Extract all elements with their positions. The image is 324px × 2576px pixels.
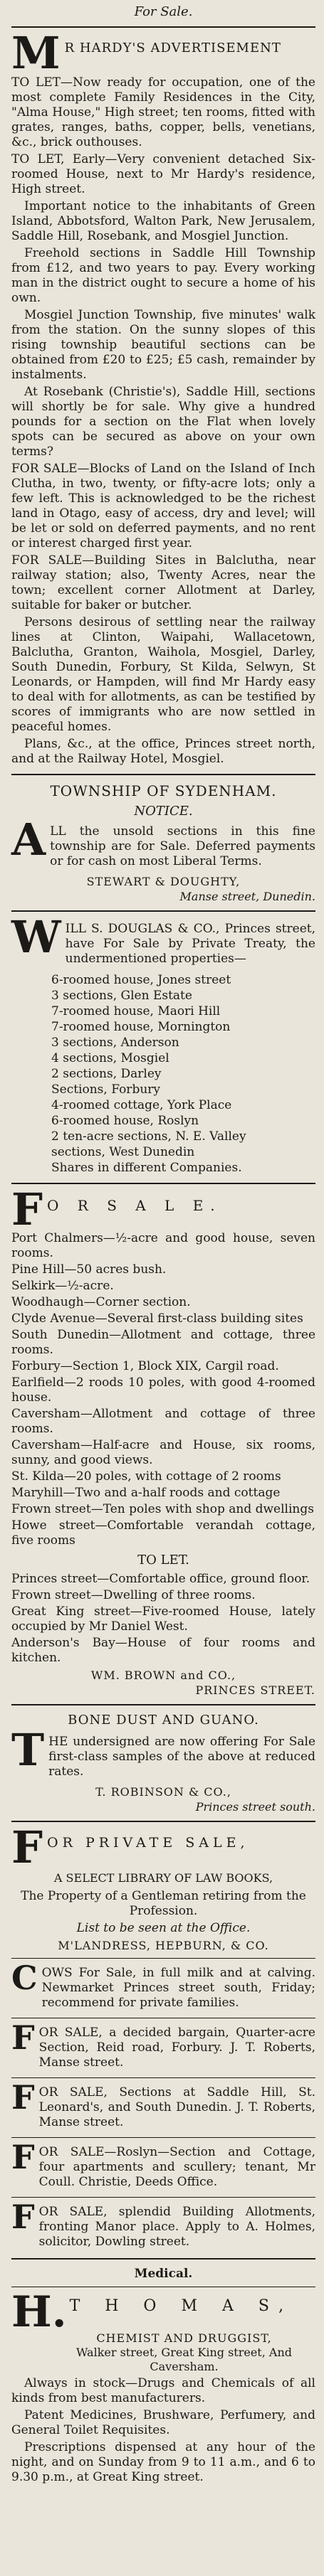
divider [11, 774, 315, 775]
sale-item: Forbury—Section 1, Block XIX, Cargil road. [11, 1359, 279, 1374]
hardy-para: TO LET, Early—Very convenient detached Six-roomed House, next to Mr Hardy's residence, High street. [11, 151, 315, 196]
thomas-name: T H O M A S, [69, 2297, 294, 2316]
robinson-advertisement [11, 1713, 315, 1814]
sale-item: Maryhill—Two and a-half roods and cottage [11, 1486, 281, 1501]
library-text: The Property of a Gentleman retiring from the Profession. [21, 1889, 306, 1919]
library-title: OR PRIVATE SALE, [47, 1835, 249, 1851]
drop-cap: F [11, 2078, 35, 2117]
to-let-item: Frown street—Dwelling of three rooms. [11, 1588, 256, 1603]
sydenham-signature: STEWART & DOUGHTY, [86, 874, 241, 888]
robinson-body [11, 1724, 315, 1782]
list-item: sections, West Dunedin [51, 1144, 195, 1159]
sale-item: South Dunedin—Allotment and cottage, three rooms. [11, 1328, 315, 1358]
sale-item: St. Kilda—20 poles, with cottage of 2 rooms [11, 1469, 281, 1484]
small-ad-text: OR SALE, Sections at Saddle Hill, St. Leonard's, and South Dunedin. J. T. Roberts, Manse street. [38, 2085, 315, 2130]
hardy-para: At Rosebank (Christie's), Saddle Hill, sections will shortly be for sale. Why give a hundred pounds for a section on the Flat when lovely spots can be secured as above on your own terms? [11, 384, 315, 459]
drop-cap: H. [11, 2287, 67, 2338]
hardy-para: FOR SALE—Building Sites in Balclutha, near railway station; also, Twenty Acres, near the town; excellent corner Allotment at Darley, suitable for baker or butcher. [11, 553, 315, 612]
sale-item: Caversham—Allotment and cottage of three rooms. [11, 1407, 315, 1437]
brown-address: PRINCES STREET. [195, 1683, 315, 1698]
drop-cap: A [11, 813, 46, 866]
to-let-item: Anderson's Bay—House of four rooms and kitchen. [11, 1636, 315, 1666]
sale-item: Port Chalmers—½-acre and good house, seven rooms. [11, 1231, 315, 1261]
robinson-heading: BONE DUST AND GUANO. [68, 1713, 259, 1728]
small-ad-body [11, 2018, 315, 2072]
to-let-item: Great King street—Five-roomed House, lately occupied by Mr Daniel West. [11, 1604, 315, 1634]
brown-signature: WM. BROWN and CO., [90, 1668, 236, 1683]
sale-item: Frown street—Ten poles with shop and dwellings [11, 1502, 314, 1517]
small-ad-text: OR SALE, splendid Building Allotments, fronting Manor place. Apply to A. Holmes, solicitor, Dowling street. [38, 2205, 315, 2250]
list-item: 6-roomed house, Jones street [51, 972, 231, 987]
divider [11, 1958, 315, 1959]
sydenham-advertisement [11, 782, 315, 903]
small-ad [11, 1958, 315, 2012]
list-item: 3 sections, Glen Estate [51, 988, 192, 1003]
sale-item: Howe street—Comfortable verandah cottage, five rooms [11, 1518, 315, 1548]
small-ad-body [11, 2198, 315, 2251]
sale-item: Pine Hill—50 acres bush. [11, 1262, 167, 1277]
hardy-title: R HARDY'S ADVERTISEMENT [64, 41, 281, 55]
list-item: 4 sections, Mosgiel [51, 1050, 169, 1065]
douglas-intro: ILL S. DOUGLAS & CO., Princes street, have For Sale by Private Treaty, the undermentioned properties— [65, 921, 315, 966]
divider [11, 1704, 315, 1705]
medical-para: Patent Medicines, Brushware, Perfumery, and General Toilet Requisites. [11, 2408, 315, 2438]
divider [11, 1183, 315, 1184]
hardy-para: Persons desirous of settling near the railway lines at Clinton, Waipahi, Wallacetown, Balclutha, Granton, Waihola, Mosgiel, Darley, South Dunedin, Forbury, St Kilda, Selwyn, St Leonards, or Hampden, will find Mr Hardy easy to deal with for allotments, as can be testified by scores of immigrants who are now settled in peaceful homes. [11, 614, 315, 734]
to-let-heading: TO LET. [137, 1553, 189, 1568]
small-ad [11, 2018, 315, 2072]
drop-cap: W [11, 910, 61, 963]
small-ad [11, 2077, 315, 2131]
list-item: 4-roomed cottage, York Place [51, 1097, 232, 1112]
small-ad-body [11, 1959, 315, 2012]
thomas-address-block [53, 2331, 315, 2374]
drop-cap: M [11, 27, 61, 79]
drop-cap: F [11, 2198, 35, 2237]
brown-title: O R S A L E. [47, 1196, 222, 1214]
drop-cap: C [11, 1959, 38, 1998]
sydenham-notice: NOTICE. [134, 803, 193, 819]
sale-item: Caversham—Half-acre and House, six rooms, sunny, and good views. [11, 1438, 315, 1468]
sale-item: Woodhaugh—Corner section. [11, 1295, 191, 1310]
robinson-address: Princes street south. [195, 1800, 315, 1814]
small-ad-body [11, 2138, 315, 2191]
thomas-heading [11, 2287, 315, 2338]
sale-item: Earlfield—2 roods 10 poles, with good 4-roomed house. [11, 1375, 315, 1405]
hardy-advertisement [11, 27, 315, 767]
list-item: 7-roomed house, Maori Hill [51, 1004, 221, 1018]
list-item: 6-roomed house, Roslyn [51, 1113, 199, 1128]
small-ad-text: OR SALE, a decided bargain, Quarter-acre Section, Reid road, Forbury. J. T. Roberts, Manse street. [38, 2026, 315, 2070]
hardy-para: FOR SALE—Blocks of Land on the Island of Inch Clutha, in two, twenty, or fifty-acre lots; only a few left. This is acknowledged to be the richest land in Otago, easy of access, dry and level; will be let or sold on deferred payments, and no rent or interest charged first year. [11, 461, 315, 550]
divider [11, 2077, 315, 2078]
medical-section [11, 2267, 315, 2485]
library-subtitle: A SELECT LIBRARY OF LAW BOOKS, [53, 1871, 273, 1885]
small-ad-text: OR SALE—Roslyn—Section and Cottage, four apartments and scullery; tenant, Mr Coull. Christie, Deeds Office. [38, 2145, 315, 2190]
drop-cap: F [11, 2138, 35, 2177]
library-note: List to be seen at the Office. [76, 1921, 251, 1936]
thomas-address: Walker street, Great King street, And Caversham. [75, 2346, 293, 2374]
sydenham-text: LL the unsold sections in this fine township are for Sale. Deferred payments or for cash on most Liberal Terms. [50, 824, 315, 868]
douglas-body [11, 910, 315, 969]
medical-heading: Medical. [134, 2267, 193, 2282]
divider [11, 1821, 315, 1822]
library-signature: M'LANDRESS, HEPBURN, & CO. [58, 1939, 269, 1953]
divider [11, 2258, 315, 2260]
small-ad-text: OWS For Sale, in full milk and at calving. Newmarket Princes street south, Friday; recommend for private families. [41, 1966, 315, 2011]
hardy-heading [11, 27, 315, 79]
drop-cap: T [11, 1724, 45, 1777]
small-ad [11, 2197, 315, 2251]
small-ad [11, 2137, 315, 2191]
list-item: Sections, Forbury [51, 1082, 160, 1097]
library-heading [11, 1821, 315, 1874]
list-item: Shares in different Companies. [51, 1160, 242, 1175]
robinson-signature: T. ROBINSON & CO., [95, 1785, 231, 1799]
small-ad-body [11, 2078, 315, 2131]
hardy-para: Plans, &c., at the office, Princes street north, and at the Railway Hotel, Mosgiel. [11, 736, 315, 766]
hardy-para: Mosgiel Junction Township, five minutes' walk from the station. On the sunny slopes of this rising township beautiful sections can be obtained from £20 to £25; £5 cash, remainder by instalments. [11, 307, 315, 382]
divider [11, 2197, 315, 2198]
drop-cap: F [11, 1183, 43, 1235]
to-let-item: Princes street—Comfortable office, ground floor. [11, 1572, 310, 1587]
divider [11, 2137, 315, 2138]
list-item: 3 sections, Anderson [51, 1035, 179, 1050]
sydenham-body [11, 813, 315, 872]
hardy-para: TO LET—Now ready for occupation, one of the most complete Family Residences in the City, "Alma House," High street; ten rooms, fitted with grates, ranges, baths, copper, bells, venetians, &c., brick outhouses. [11, 75, 315, 149]
sale-item: Clyde Avenue—Several first-class building sites [11, 1311, 303, 1326]
hardy-para: Freehold sections in Saddle Hill Township from £12, and two years to pay. Every working man in the district ought to secure a home of his own. [11, 245, 315, 305]
list-item: 7-roomed house, Mornington [51, 1019, 231, 1034]
sydenham-heading: TOWNSHIP OF SYDENHAM. [50, 782, 277, 799]
robinson-text: HE undersigned are now offering For Sale first-class samples of the above at reduced rates. [48, 1735, 315, 1779]
drop-cap: F [11, 1821, 43, 1874]
column-masthead: For Sale. [134, 4, 193, 19]
douglas-property-list [51, 972, 315, 1176]
medical-para: Always in stock—Drugs and Chemicals of all kinds from best manufacturers. [11, 2376, 315, 2406]
hardy-para: Important notice to the inhabitants of Green Island, Abbotsford, Walton Park, New Jerusalem, Saddle Hill, Rosebank, and Mosgiel Junction. [11, 198, 315, 243]
sydenham-address: Manse street, Dunedin. [179, 889, 315, 903]
sale-item: Selkirk—½-acre. [11, 1279, 114, 1294]
brown-heading [11, 1183, 315, 1235]
thomas-trade: CHEMIST AND DRUGGIST, [96, 2331, 272, 2346]
douglas-advertisement [11, 910, 315, 1176]
list-item: 2 ten-acre sections, N. E. Valley [51, 1129, 246, 1144]
drop-cap: F [11, 2018, 35, 2058]
library-advertisement [11, 1821, 315, 1953]
medical-para: Prescriptions dispensed at any hour of the night, and on Sunday from 9 to 11 a.m., and 6 to 9.30 p.m., at Great King street. [11, 2440, 315, 2485]
list-item: 2 sections, Darley [51, 1066, 162, 1081]
brown-advertisement [11, 1183, 315, 1698]
